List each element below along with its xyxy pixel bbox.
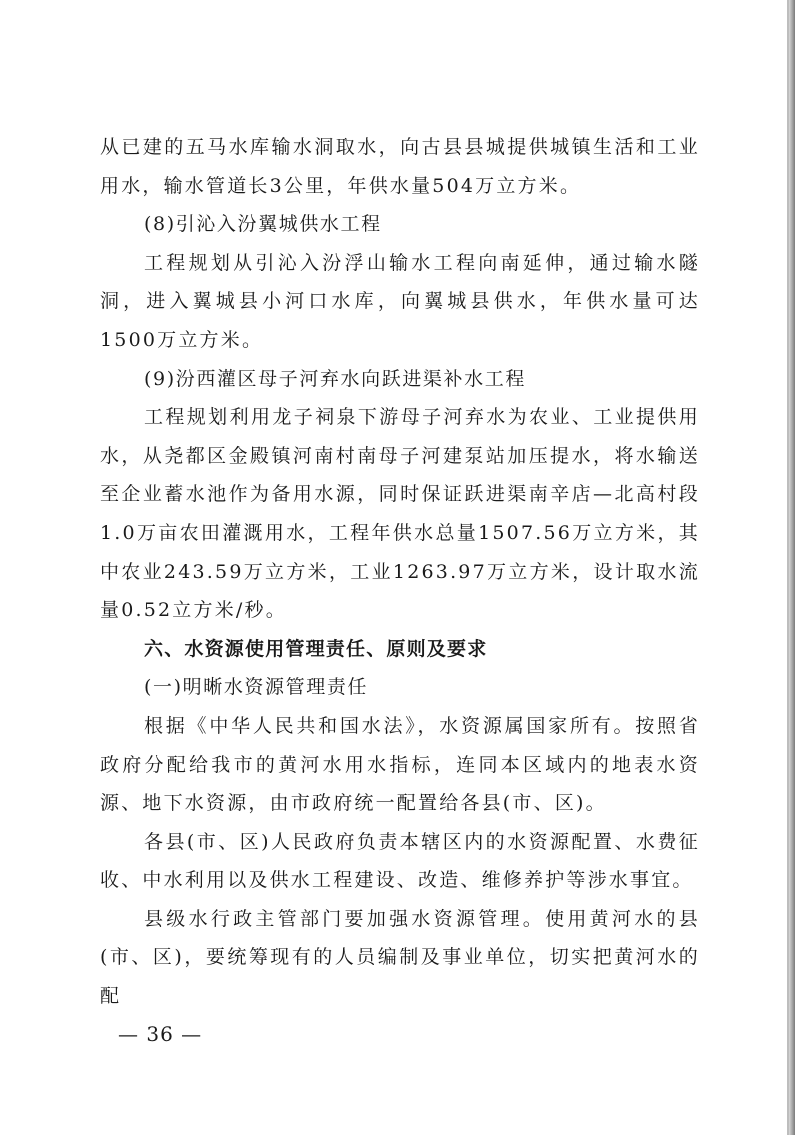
body-text: [100, 128, 700, 1016]
paragraph-county-government: 各县(市、区)人民政府负责本辖区内的水资源配置、水费征收、中水利用以及供水工程建设、改造、维修养护等涉水事宜。: [100, 830, 700, 892]
subheading-management-responsibility: (一)明晰水资源管理责任: [144, 676, 369, 699]
paragraph-project-8: 工程规划从引沁入汾浮山输水工程向南延伸，通过输水隧洞，进入翼城县小河口水库，向翼城县供水，年供水量可达1500万立方米。: [100, 251, 700, 351]
paragraph-water-authority: 县级水行政主管部门要加强水资源管理。使用黄河水的县(市、区)，要统筹现有的人员编制及事业单位，切实把黄河水的配: [100, 907, 700, 1008]
paragraph-project-9: 工程规划利用龙子祠泉下游母子河弃水为农业、工业提供用水，从尧都区金殿镇河南村南母子河建泵站加压提水，将水输送至企业蓄水池作为备用水源，同时保证跃进渠南辛店—北高村段1.0万亩农田灌溉用水，工程年供水总量1507.56万立方米，其中农业243.59万立方米，工业1263.97万立方米，设计取水流量0.52立方米/秒。: [100, 406, 700, 622]
paragraph-water-supply-guxian: 从已建的五马水库输水洞取水，向古县县城提供城镇生活和工业用水，输水管道长3公里，年供水量504万立方米。: [100, 136, 700, 197]
subheading-project-9: (9)汾西灌区母子河弃水向跃进渠补水工程: [144, 367, 526, 390]
page-number: — 36 —: [118, 1022, 203, 1046]
page-edge: [789, 0, 795, 1135]
paragraph-water-law: 根据《中华人民共和国水法》，水资源属国家所有。按照省政府分配给我市的黄河水用水指标，连同本区域内的地表水资源、地下水资源，由市政府统一配置给各县(市、区)。: [100, 714, 700, 815]
subheading-project-8: (8)引沁入汾翼城供水工程: [144, 213, 382, 236]
section-heading-6: 六、水资源使用管理责任、原则及要求: [144, 637, 488, 660]
